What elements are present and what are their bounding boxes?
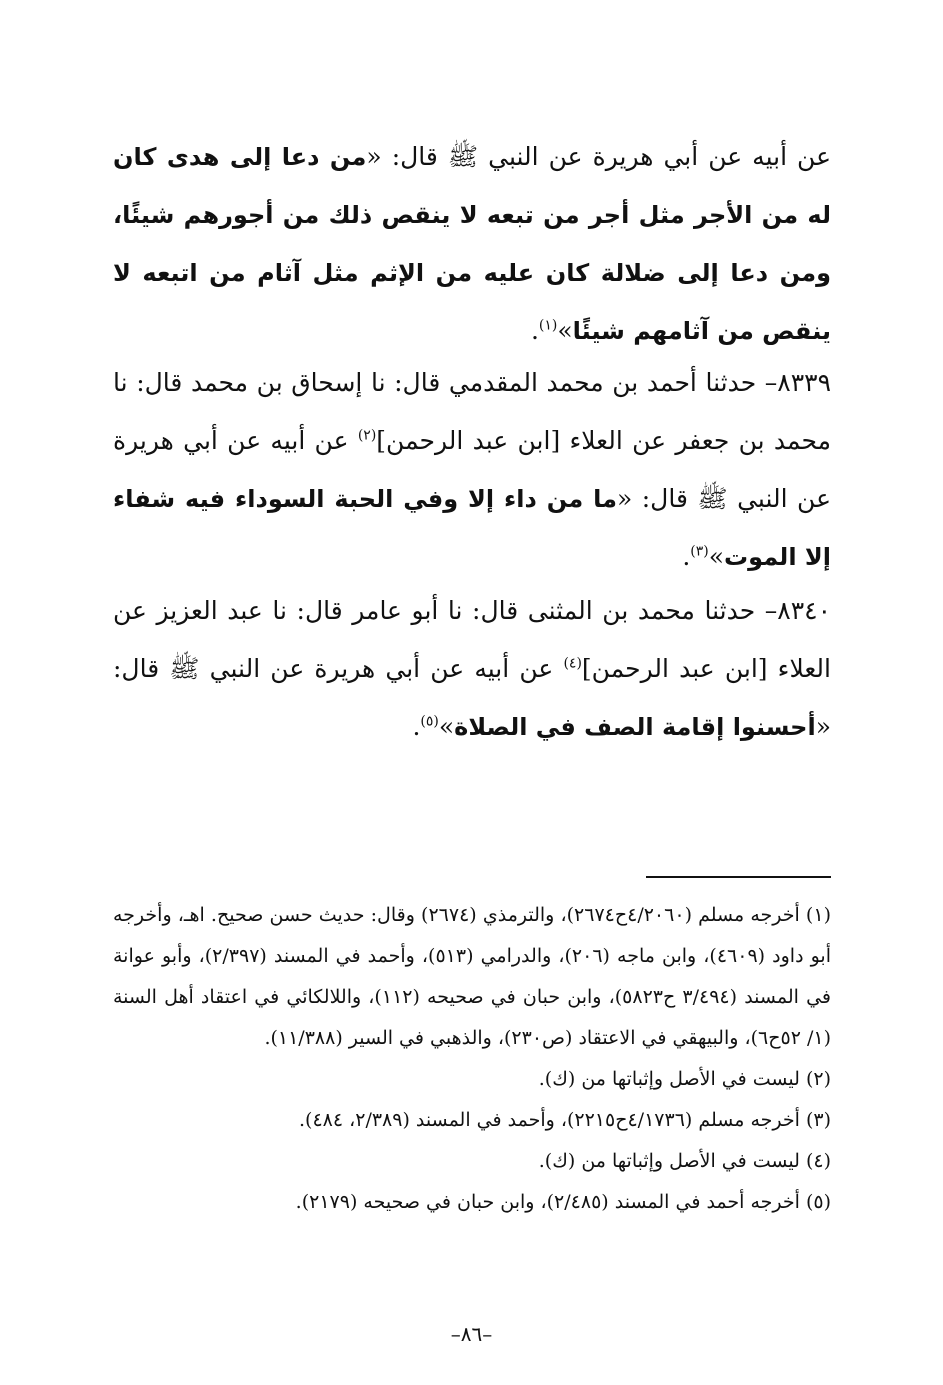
hadith-paragraph-8340: [113, 582, 831, 756]
hadith-matn: ما من داء إلا وفي الحبة السوداء فيه شفاء إلا الموت: [113, 485, 831, 571]
footnote-ref-2: (٢): [357, 427, 377, 444]
footnote-2: (٢) ليست في الأصل وإثباتها من (ك).: [538, 1068, 831, 1090]
footnote-4: (٤) ليست في الأصل وإثباتها من (ك).: [538, 1150, 831, 1172]
closing-quote: »: [438, 712, 455, 741]
footnote-1: (١) أخرجه مسلم (٤/٢٠٦٠ح٢٦٧٤)، والترمذي (٢٦٧٤) وقال: حديث حسن صحيح. اهـ، وأخرجه أبو داود (٤٦٠٩)، وابن ماجه (٢٠٦)، والدرامي (٥١٣)، وأحمد في المسند (٢/٣٩٧)، وأبو عوانة في المسند (٣/٤٩٤ ح٥٨٢٣)، وابن حبان في صحيحه (١١٢)، واللالكائي في اعتقاد أهل السنة (١/ ٥٢ح٦)، والبيهقي في الاعتقاد (ص٢٣٠)، والذهبي في السير (١١/٣٨٨).: [113, 904, 832, 1049]
footnote-ref-1: (١): [538, 317, 558, 334]
footnote-separator: [646, 876, 831, 878]
footnote-5: (٥) أخرجه أحمد في المسند (٢/٤٨٥)، وابن حبان في صحيحه (٢١٧٩).: [295, 1191, 831, 1213]
hadith-matn: أحسنوا إقامة الصف في الصلاة: [454, 713, 816, 741]
footnote-ref-3: (٣): [690, 543, 709, 560]
isnad-text: ٨٣٣٩– حدثنا أحمد بن محمد المقدمي قال: نا إسحاق بن محمد قال: نا محمد بن جعفر عن العلاء [ابن عبد الرحمن]: [113, 368, 831, 455]
isnad-text: عن أبيه عن أبي هريرة عن النبي ﷺ قال: «: [366, 142, 831, 171]
hadith-paragraph-continuation: [113, 128, 831, 360]
footnotes-section: [113, 895, 831, 1223]
page-number: –٨٦–: [450, 1322, 493, 1346]
hadith-matn: من دعا إلى هدى كان له من الأجر مثل أجر من تبعه لا ينقص ذلك من أجورهم شيئًا، ومن دعا إلى ضلالة كان عليه من الإثم مثل آثام من اتبعه لا ينقص من آثامهم شيئًا: [113, 143, 831, 345]
isnad-text-continued: عن أبيه عن أبي هريرة عن النبي ﷺ قال: «: [113, 654, 831, 741]
footnote-ref-4: (٤): [563, 655, 582, 672]
sentence-end: .: [682, 542, 691, 571]
sentence-end: .: [412, 712, 421, 741]
footnote-3: (٣) أخرجه مسلم (٤/١٧٣٦ح٢٢١٥)، وأحمد في المسند (٢/٣٨٩، ٤٨٤).: [298, 1109, 831, 1131]
sentence-end: .: [530, 316, 539, 345]
closing-quote: »: [708, 542, 725, 571]
isnad-text-continued: عن أبيه عن أبي هريرة عن النبي ﷺ قال: «: [113, 426, 832, 513]
hadith-paragraph-8339: [113, 354, 831, 586]
footnote-ref-5: (٥): [420, 713, 439, 730]
isnad-text: ٨٣٤٠– حدثنا محمد بن المثنى قال: نا أبو عامر قال: نا عبد العزيز عن العلاء [ابن عبد الرحمن]: [113, 596, 831, 683]
closing-quote: »: [557, 316, 573, 345]
